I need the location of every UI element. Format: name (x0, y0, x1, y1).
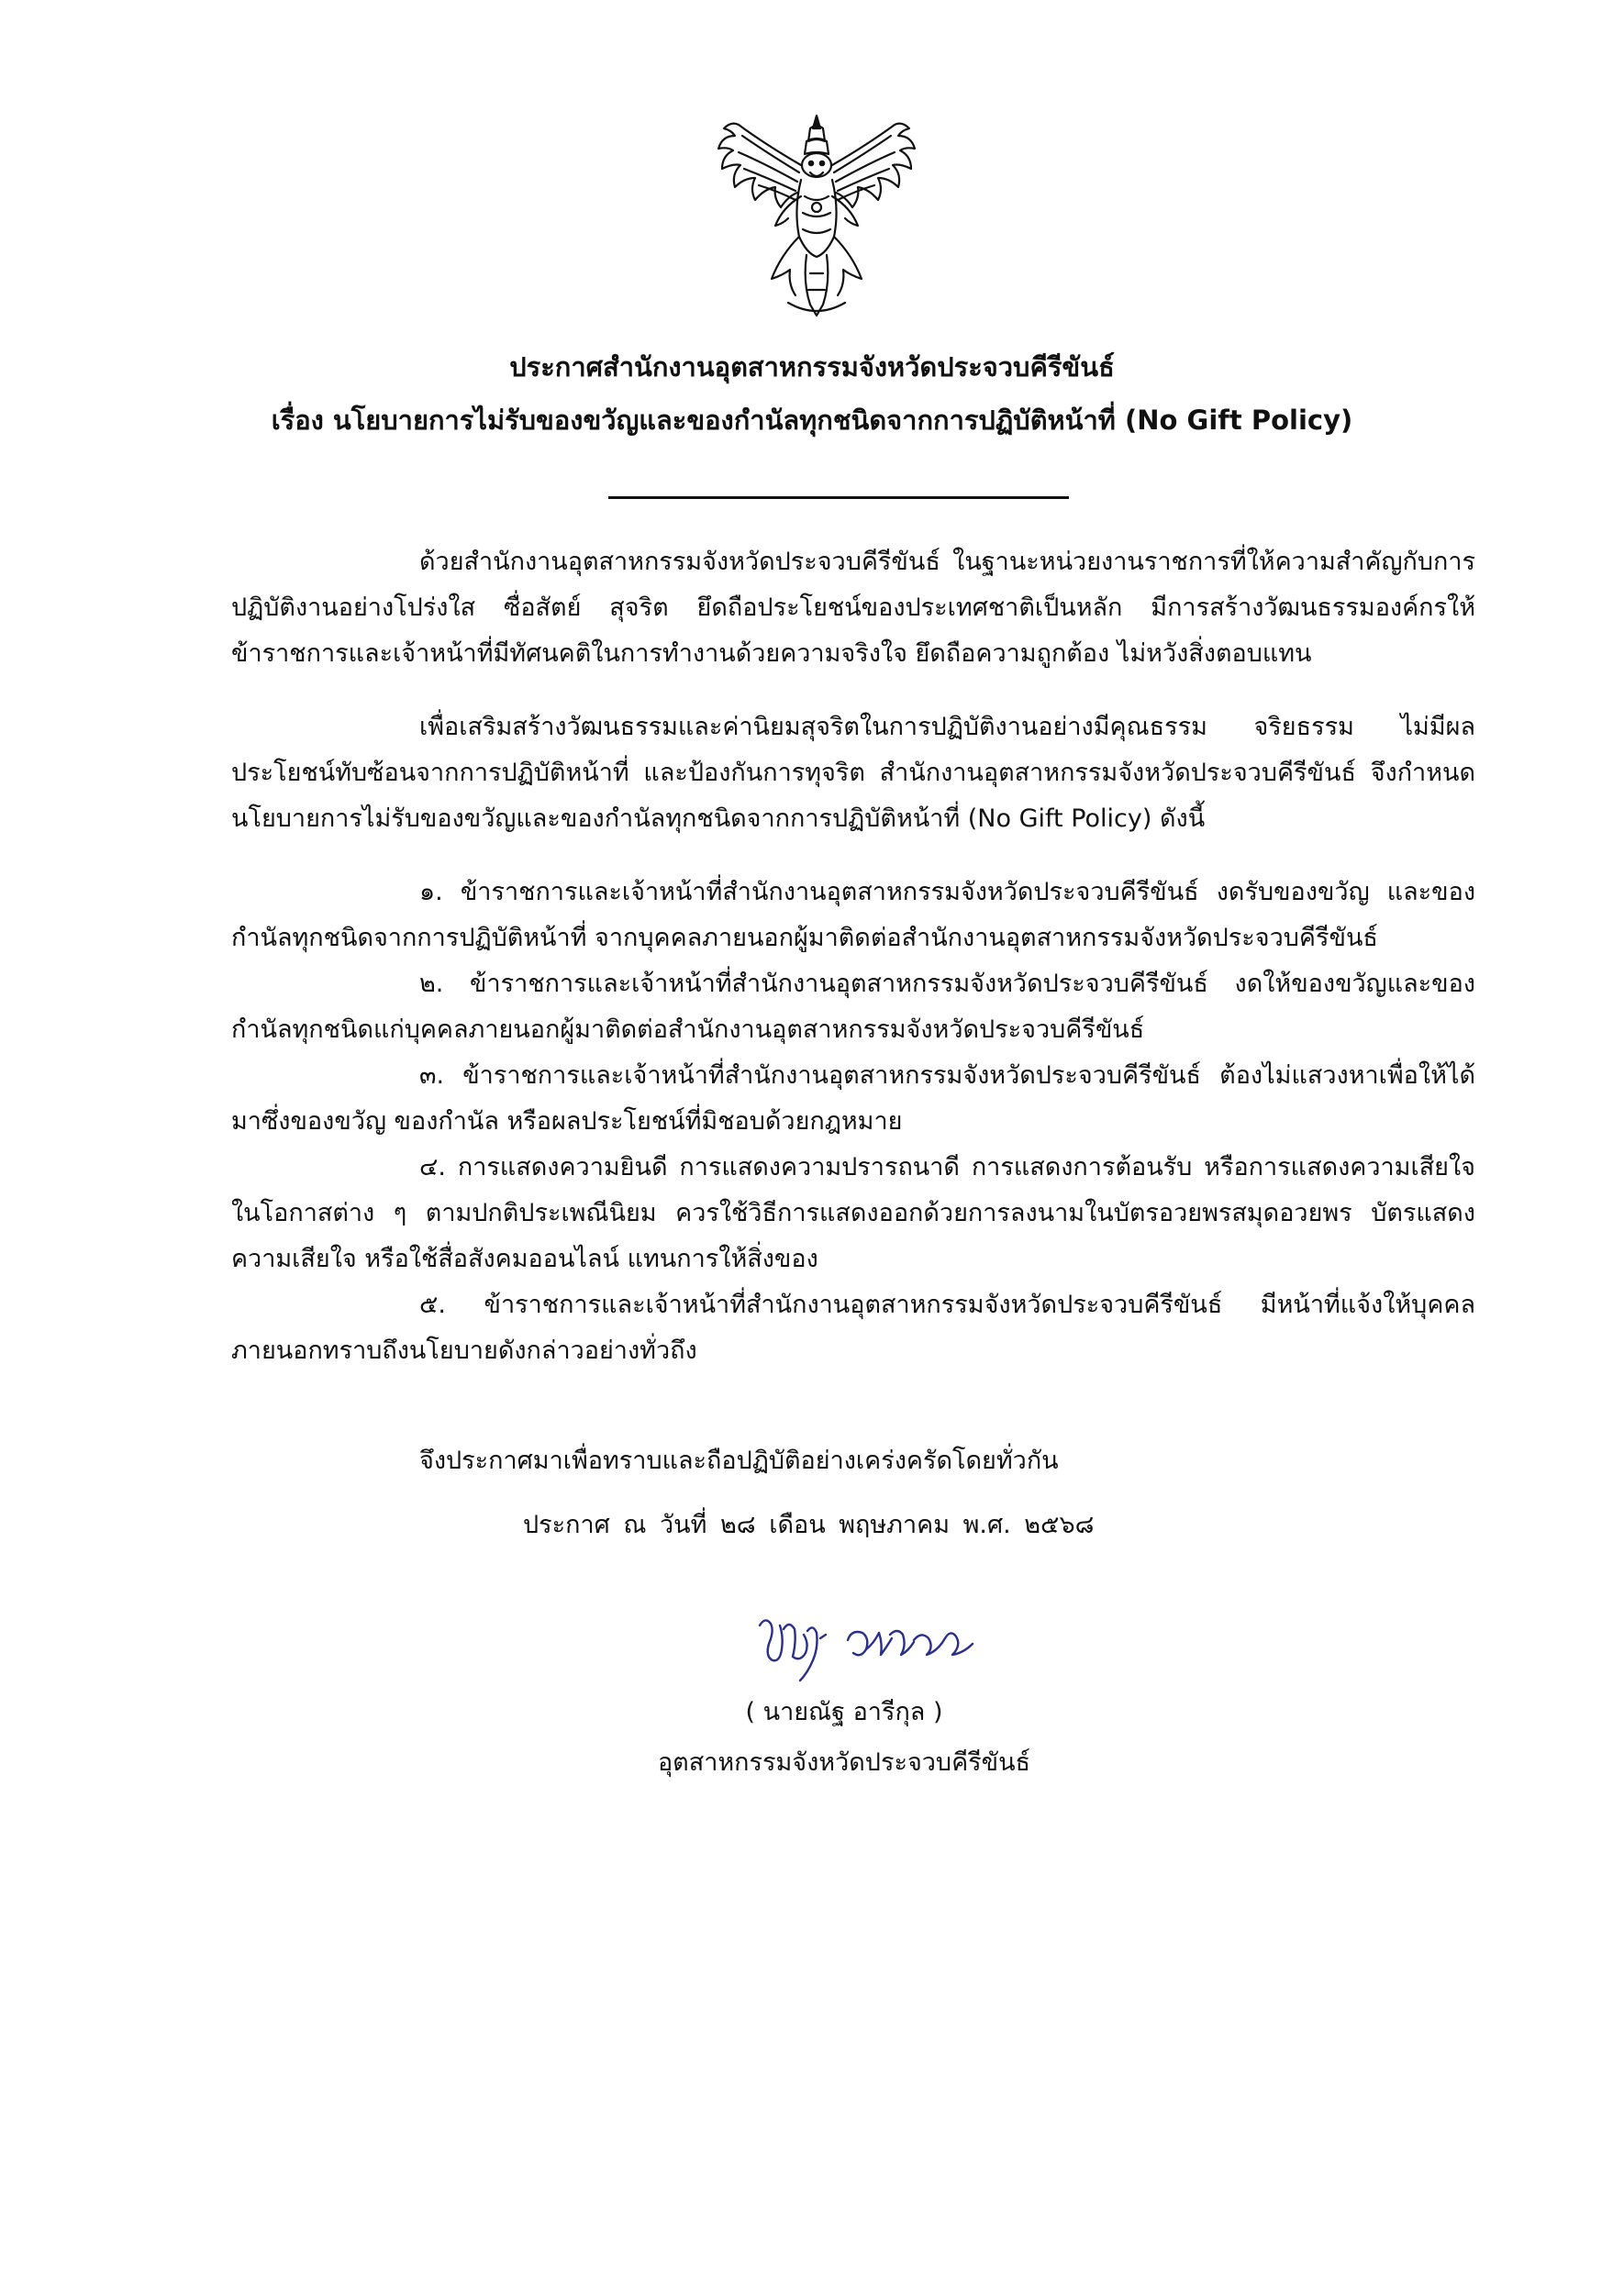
signer-name: ( นายณัฐ อารีกุล ) (745, 1698, 943, 1726)
title-divider (608, 496, 1069, 499)
purpose-paragraph: เพื่อเสริมสร้างวัฒนธรรมและค่านิยมสุจริตในการปฏิบัติงานอย่างมีคุณธรรม จริยธรรม ไม่มีผลประโยชน์ทับซ้อนจากการปฏิบัติหน้าที่ และป้องกันการทุจริต สำนักงานอุตสาหกรรมจังหวัดประจวบคีรีขันธ์ จึงกำหนดนโยบายการไม่รับของขวัญและของกำนัลทุกชนิดจากการปฏิบัติหน้าที่ (No Gift Policy) ดังนี้ (231, 713, 1475, 833)
policy-item-3: ๓. ข้าราชการและเจ้าหน้าที่สำนักงานอุตสาหกรรมจังหวัดประจวบคีรีขันธ์ ต้องไม่แสวงหาเพื่อให้ได้มาซึ่งของขวัญ ของกำนัล หรือผลประโยชน์ที่มิชอบด้วยกฎหมาย (231, 1061, 1475, 1136)
handwritten-signature-icon (752, 1607, 991, 1685)
intro-paragraph: ด้วยสำนักงานอุตสาหกรรมจังหวัดประจวบคีรีขันธ์ ในฐานะหน่วยงานราชการที่ให้ความสำคัญกับการปฏิบัติงานอย่างโปร่งใส ซื่อสัตย์ สุจริต ยึดถือประโยชน์ของประเทศชาติเป็นหลัก มีการสร้างวัฒนธรรมองค์กรให้ข้าราชการและเจ้าหน้าที่มีทัศนคติในการทำงานด้วยความจริงใจ ยึดถือความถูกต้อง ไม่หวังสิ่งตอบแทน (231, 548, 1475, 668)
policy-item-2: ๒. ข้าราชการและเจ้าหน้าที่สำนักงานอุตสาหกรรมจังหวัดประจวบคีรีขันธ์ งดให้ของขวัญและของกำนัลทุกชนิดแก่บุคคลภายนอกผู้มาติดต่อสำนักงานอุตสาหกรรมจังหวัดประจวบคีรีขันธ์ (231, 970, 1475, 1044)
garuda-emblem-icon (711, 108, 922, 324)
signer-position: อุตสาหกรรมจังหวัดประจวบคีรีขันธ์ (657, 1748, 1031, 1777)
policy-item-5: ๕. ข้าราชการและเจ้าหน้าที่สำนักงานอุตสาหกรรมจังหวัดประจวบคีรีขันธ์ มีหน้าที่แจ้งให้บุคคลภายนอกทราบถึงนโยบายดังกล่าวอย่างทั่วถึง (231, 1291, 1475, 1365)
policy-item-1: ๑. ข้าราชการและเจ้าหน้าที่สำนักงานอุตสาหกรรมจังหวัดประจวบคีรีขันธ์ งดรับของขวัญ และของกำนัลทุกชนิดจากการปฏิบัติหน้าที่ จากบุคคลภายนอกผู้มาติดต่อสำนักงานอุตสาหกรรมจังหวัดประจวบคีรีขันธ์ (231, 878, 1475, 952)
announcement-title: ประกาศสำนักงานอุตสาหกรรมจังหวัดประจวบคีรีขันธ์ (509, 351, 1115, 383)
closing-statement: จึงประกาศมาเพื่อทราบและถือปฏิบัติอย่างเคร่งครัดโดยทั่วกัน (419, 1447, 1059, 1475)
policy-item-4: ๔. การแสดงความยินดี การแสดงความปรารถนาดี การแสดงการต้อนรับ หรือการแสดงความเสียใจในโอกาสต่าง ๆ ตามปกติประเพณีนิยม ควรใช้วิธีการแสดงออกด้วยการลงนามในบัตรอวยพรสมุดอวยพร บัตรแสดงความเสียใจ หรือใช้สื่อสังคมออนไลน์ แทนการให้สิ่งของ (231, 1153, 1475, 1273)
announcement-date: ประกาศ ณ วันที่ ๒๘ เดือน พฤษภาคม พ.ศ. ๒๕๖๘ (523, 1511, 1095, 1539)
announcement-subject: เรื่อง นโยบายการไม่รับของขวัญและของกำนัลทุกชนิดจากการปฏิบัติหน้าที่ (No Gift Policy) (271, 405, 1353, 436)
policy-list (231, 870, 1475, 1374)
